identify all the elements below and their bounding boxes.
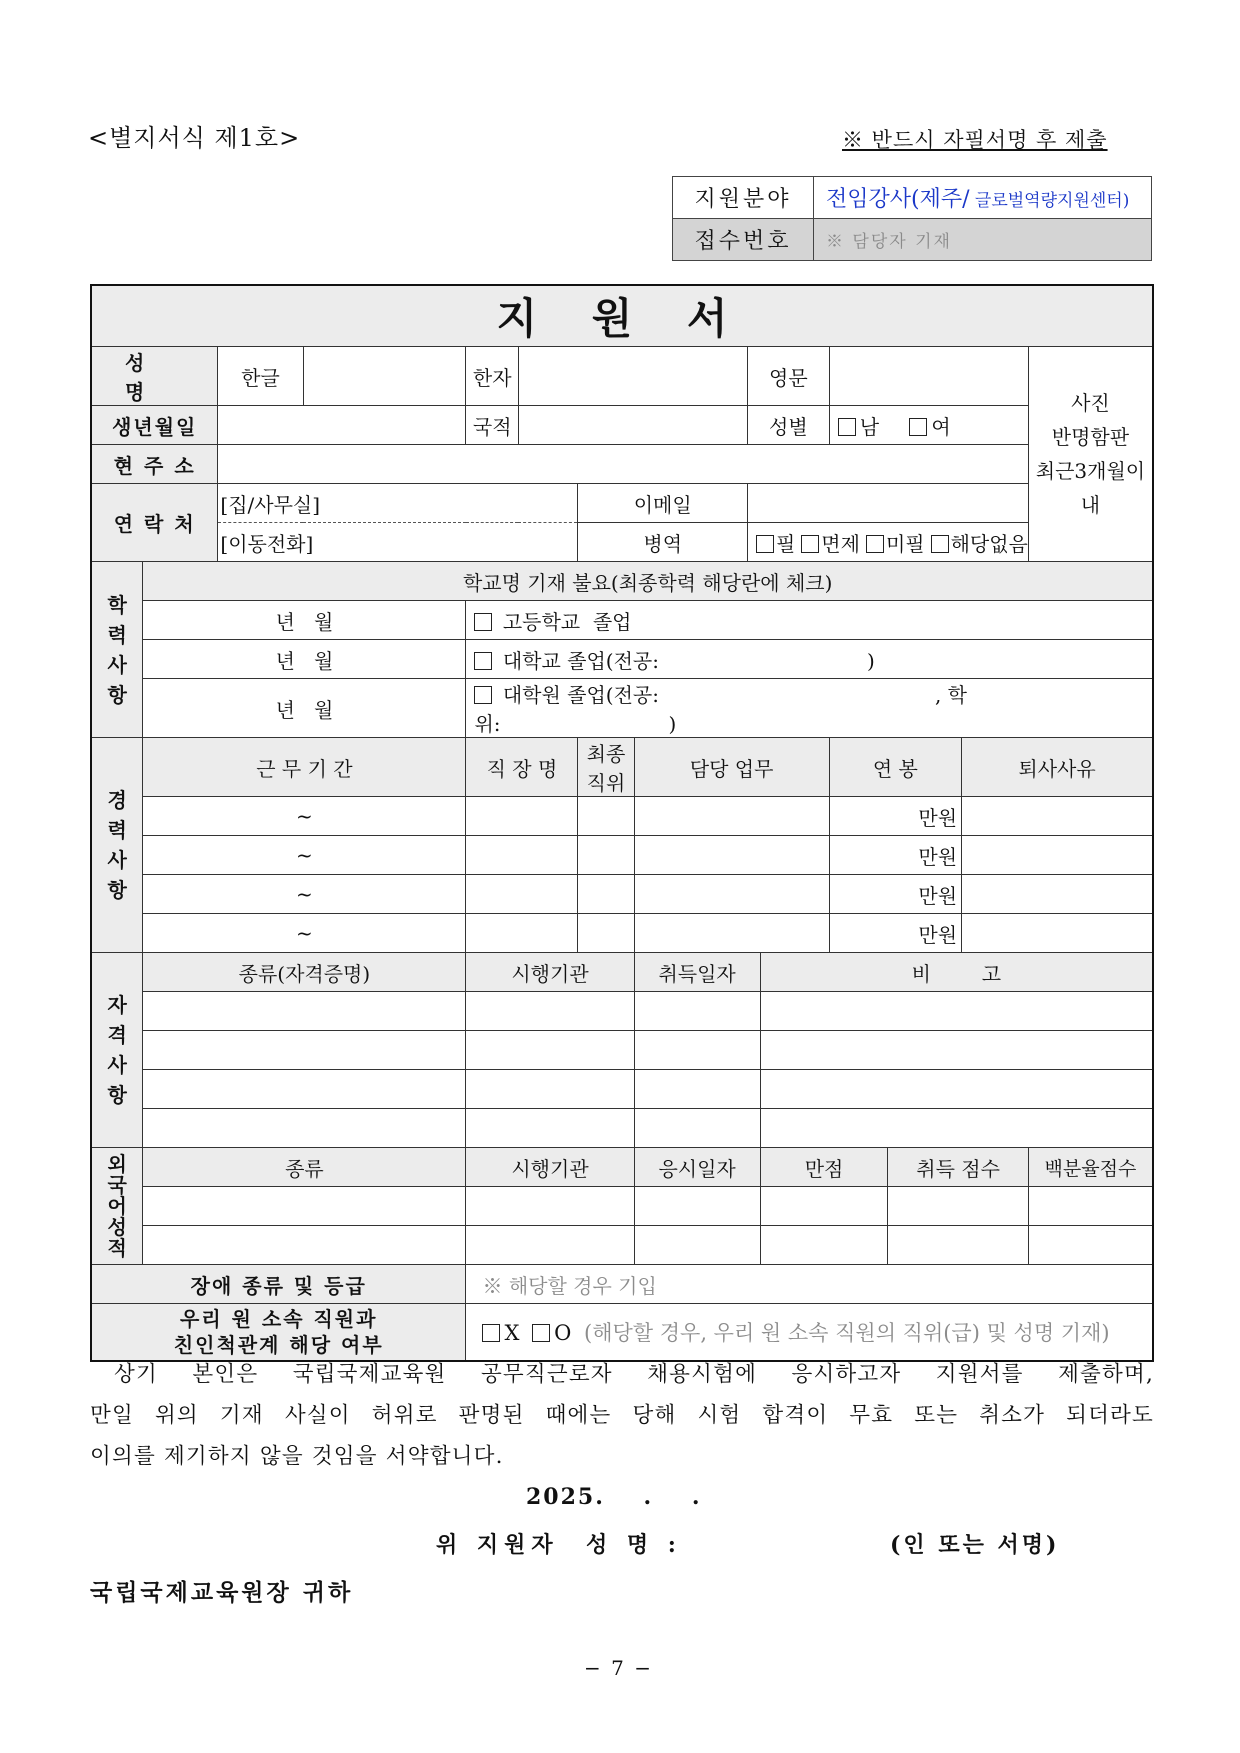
license-agency[interactable] — [466, 992, 634, 1031]
photo-line-2: 반명함판 — [1051, 425, 1130, 449]
relation-label: 우리 원 소속 직원과 친인척관계 해당 여부 — [91, 1304, 466, 1362]
birth-input[interactable] — [218, 406, 466, 445]
language-header-type: 종류 — [143, 1148, 466, 1187]
language-section-label: 외 국 어 성 적 — [91, 1148, 143, 1265]
declaration — [90, 1354, 1154, 1477]
license-date[interactable] — [634, 1109, 760, 1148]
disability-input[interactable]: ※ 해당할 경우 기입 — [466, 1265, 1153, 1304]
career-reason[interactable] — [962, 797, 1153, 836]
education-header: 학교명 기재 불요(최종학력 해당란에 체크) — [143, 562, 1153, 601]
form-number: <별지서식 제1호> — [88, 124, 301, 152]
addressee: 국립국제교육원장 귀하 — [90, 1579, 354, 1606]
career-reason[interactable] — [962, 914, 1153, 953]
education-row: 대학원 졸업(전공: , 학위: ) — [466, 679, 1153, 738]
english-label: 영문 — [747, 347, 829, 406]
career-company[interactable] — [466, 914, 578, 953]
license-date[interactable] — [634, 992, 760, 1031]
language-type[interactable] — [143, 1187, 466, 1226]
license-date[interactable] — [634, 1070, 760, 1109]
language-agency[interactable] — [466, 1187, 634, 1226]
name-label: 성 명 — [91, 347, 218, 406]
license-agency[interactable] — [466, 1031, 634, 1070]
field-label: 지원분야 — [673, 177, 814, 219]
female-checkbox[interactable] — [909, 418, 927, 436]
license-note[interactable] — [760, 992, 1153, 1031]
career-period[interactable]: ~ — [143, 914, 466, 953]
career-duty[interactable] — [634, 914, 829, 953]
disability-label: 장애 종류 및 등급 — [91, 1265, 466, 1304]
career-company[interactable] — [466, 836, 578, 875]
military-option: 면제 — [821, 531, 860, 556]
receipt-value: ※ 담당자 기재 — [814, 219, 1152, 261]
language-max[interactable] — [760, 1187, 888, 1226]
receipt-label: 접수번호 — [673, 219, 814, 261]
license-type[interactable] — [143, 1070, 466, 1109]
language-date[interactable] — [634, 1226, 760, 1265]
military-option: 해당없음 — [950, 531, 1028, 556]
career-duty[interactable] — [634, 875, 829, 914]
photo-area[interactable] — [1028, 347, 1153, 562]
career-reason[interactable] — [962, 875, 1153, 914]
photo-line-3: 최근3개월이내 — [1035, 459, 1146, 517]
education-row: 고등학교 졸업 — [466, 601, 1153, 640]
application-field-box — [672, 176, 1152, 261]
military-checkbox[interactable] — [756, 535, 774, 553]
career-duty[interactable] — [634, 797, 829, 836]
license-type[interactable] — [143, 992, 466, 1031]
address-label: 현 주 소 — [91, 445, 218, 484]
hangul-name-input[interactable] — [303, 347, 466, 406]
email-label: 이메일 — [578, 484, 748, 523]
relation-options — [466, 1304, 1153, 1362]
military-option: 미필 — [885, 531, 925, 556]
career-company[interactable] — [466, 797, 578, 836]
license-agency[interactable] — [466, 1109, 634, 1148]
career-position[interactable] — [578, 914, 634, 953]
career-period[interactable]: ~ — [143, 875, 466, 914]
license-note[interactable] — [760, 1031, 1153, 1070]
page-number: − 7 − — [584, 1656, 653, 1680]
career-period[interactable]: ~ — [143, 797, 466, 836]
education-row: 대학교 졸업(전공: ) — [466, 640, 1153, 679]
education-date[interactable]: 년 월 — [143, 679, 466, 738]
birth-label: 생년월일 — [91, 406, 218, 445]
declaration-line-3: 이의를 제기하지 않을 것임을 서약합니다. — [90, 1444, 504, 1469]
military-checkbox[interactable] — [801, 535, 819, 553]
gender-options — [829, 406, 1028, 445]
career-salary[interactable]: 만원 — [829, 836, 961, 875]
language-agency[interactable] — [466, 1226, 634, 1265]
education-checkbox[interactable] — [474, 613, 492, 631]
language-percent[interactable] — [1028, 1226, 1153, 1265]
education-section-label: 학 력 사 항 — [91, 562, 143, 738]
home-phone-field[interactable] — [218, 484, 578, 523]
license-note[interactable] — [760, 1109, 1153, 1148]
license-type[interactable] — [143, 1031, 466, 1070]
declaration-line-2: 만일 위의 기재 사실이 허위로 판명된 때에는 당해 시험 합격이 무효 또는 취소가 되더라도 — [90, 1403, 1154, 1428]
career-header-period: 근 무 기 간 — [143, 738, 466, 797]
photo-line-1: 사진 — [1071, 391, 1110, 415]
signature-notice: ※ 반드시 자필서명 후 제출 — [842, 128, 1108, 152]
language-max[interactable] — [760, 1226, 888, 1265]
mobile-phone-field[interactable] — [218, 523, 578, 562]
home-phone-label: [집/사무실] — [220, 492, 321, 517]
military-option: 필 — [775, 531, 796, 556]
career-company[interactable] — [466, 875, 578, 914]
declaration-line-1: 상기 본인은 국립국제교육원 공무직근로자 채용시험에 응시하고자 지원서를 제출하며, — [114, 1362, 1154, 1387]
career-salary[interactable]: 만원 — [829, 875, 961, 914]
language-score[interactable] — [888, 1226, 1028, 1265]
language-score[interactable] — [888, 1187, 1028, 1226]
career-header-reason: 퇴사사유 — [962, 738, 1153, 797]
relation-x-label: X — [504, 1321, 520, 1345]
license-header-note: 비 고 — [760, 953, 1153, 992]
hanja-name-input[interactable] — [518, 347, 747, 406]
relation-note: (해당할 경우, 우리 원 소속 직원의 직위(급) 및 성명 기재) — [584, 1321, 1110, 1345]
application-form — [90, 284, 1154, 1362]
career-header-salary: 연 봉 — [829, 738, 961, 797]
language-type[interactable] — [143, 1226, 466, 1265]
nationality-input[interactable] — [518, 406, 747, 445]
military-checkbox[interactable] — [866, 535, 884, 553]
male-checkbox[interactable] — [838, 418, 856, 436]
career-section-label: 경 력 사 항 — [91, 738, 143, 953]
career-position[interactable] — [578, 797, 634, 836]
license-date[interactable] — [634, 1031, 760, 1070]
career-header-duty: 담당 업무 — [634, 738, 829, 797]
license-header-date: 취득일자 — [634, 953, 760, 992]
language-header-agency: 시행기관 — [466, 1148, 634, 1187]
nationality-label: 국적 — [466, 406, 518, 445]
career-period[interactable]: ~ — [143, 836, 466, 875]
career-position[interactable] — [578, 836, 634, 875]
language-header-max: 만점 — [760, 1148, 888, 1187]
language-date[interactable] — [634, 1187, 760, 1226]
license-section-label: 자 격 사 항 — [91, 953, 143, 1148]
signature-note[interactable]: (인 또는 서명) — [890, 1532, 1060, 1558]
relation-o-label: O — [554, 1321, 572, 1345]
language-header-date: 응시일자 — [634, 1148, 760, 1187]
field-value-main: 전임강사(제주/ — [826, 187, 970, 212]
education-checkbox[interactable] — [474, 686, 492, 704]
career-position[interactable] — [578, 875, 634, 914]
hangul-label: 한글 — [218, 347, 303, 406]
relation-x-checkbox[interactable] — [482, 1324, 500, 1342]
address-input[interactable] — [218, 445, 1028, 484]
male-label: 남 — [859, 414, 880, 439]
career-header-company: 직 장 명 — [466, 738, 578, 797]
education-checkbox[interactable] — [474, 652, 492, 670]
career-reason[interactable] — [962, 836, 1153, 875]
license-type[interactable] — [143, 1109, 466, 1148]
career-salary[interactable]: 만원 — [829, 797, 961, 836]
relation-o-checkbox[interactable] — [532, 1324, 550, 1342]
english-name-input[interactable] — [829, 347, 1028, 406]
education-date[interactable]: 년 월 — [143, 601, 466, 640]
gender-label: 성별 — [747, 406, 829, 445]
language-header-percent: 백분율점수 — [1028, 1148, 1153, 1187]
hanja-label: 한자 — [466, 347, 518, 406]
language-header-score: 취득 점수 — [888, 1148, 1028, 1187]
career-duty[interactable] — [634, 836, 829, 875]
form-title: 지 원 서 — [91, 285, 1153, 347]
application-date[interactable]: 2025. . . — [526, 1484, 702, 1510]
military-options — [747, 523, 1028, 562]
license-header-agency: 시행기관 — [466, 953, 634, 992]
career-salary[interactable]: 만원 — [829, 914, 961, 953]
signature-label: 위 지원자 성 명 : — [436, 1532, 682, 1558]
contact-label: 연 락 처 — [91, 484, 218, 562]
license-header-type: 종류(자격증명) — [143, 953, 466, 992]
field-value[interactable] — [814, 177, 1152, 219]
military-checkbox[interactable] — [931, 535, 949, 553]
female-label: 여 — [931, 414, 951, 439]
license-note[interactable] — [760, 1070, 1153, 1109]
email-input[interactable] — [747, 484, 1028, 523]
mobile-label: [이동전화] — [220, 531, 314, 556]
license-agency[interactable] — [466, 1070, 634, 1109]
language-percent[interactable] — [1028, 1187, 1153, 1226]
career-header-position: 최종직위 — [578, 738, 634, 797]
education-date[interactable]: 년 월 — [143, 640, 466, 679]
field-value-small: 글로벌역량지원센터) — [969, 191, 1130, 211]
military-label: 병역 — [578, 523, 748, 562]
